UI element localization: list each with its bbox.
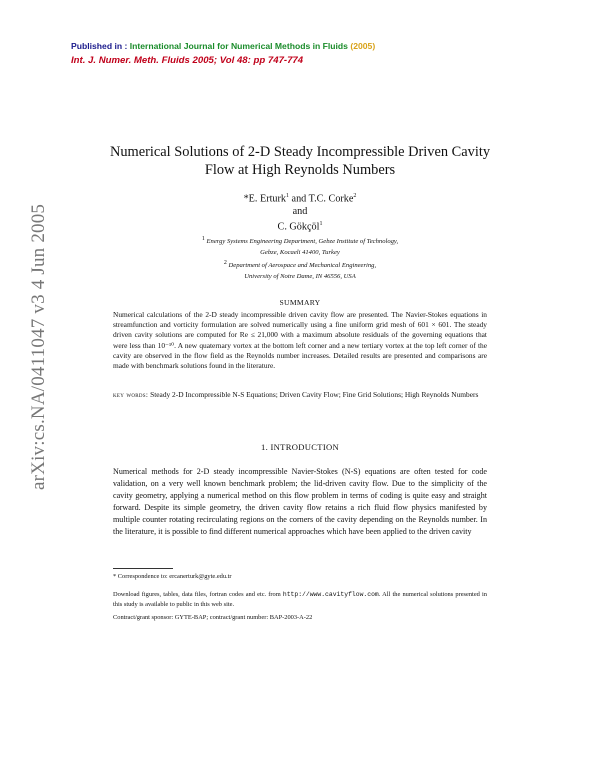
author-block: [100, 190, 500, 234]
footnote-sponsor: Contract/grant sponsor: GYTE-BAP; contract/grant number: BAP-2003-A-22: [113, 614, 313, 621]
author-erturk: *E. Erturk: [243, 193, 286, 205]
footnote-divider: [113, 568, 173, 569]
summary-text: Numerical calculations of the 2-D steady incompressible driven cavity flow are presented. The Navier-Stokes equations in streamfunction and vorticity formulation are solved numerically using a fine uniform grid mesh of 601 × 601. The steady driven cavity solutions are computed for Re ≤ 21,000 with a maximum absolute residuals of the governing equations that were less than 10⁻¹⁰. A new quaternary vortex at the bottom left corner and a new tertiary vortex at the top left corner of the cavity are observed in the flow field as the Reynolds number increases. Detailed results are presented and comparisons are made with benchmark solutions found in the literature.: [113, 310, 487, 371]
affiliation-1-line-1: Energy Systems Engineering Department, Gebze Institute of Technology,: [206, 238, 399, 246]
footnote-download-prefix: Download figures, tables, data files, fortran codes and etc. from: [113, 591, 283, 598]
arxiv-stamp-text: arXiv:cs.NA/0411047 v3 4 Jun 2005: [28, 203, 49, 490]
footnote-correspondence: * Correspondence to: ercanerturk@gyte.edu.tr: [113, 573, 232, 580]
summary-heading: SUMMARY: [279, 298, 321, 307]
affiliation-2-line-1: Department of Aerospace and Mechanical Engineering,: [228, 262, 377, 270]
affiliations: [140, 234, 460, 282]
authors-line-1: [100, 190, 500, 205]
author-erturk-affil: 1: [286, 193, 289, 199]
affiliation-1: [140, 234, 460, 248]
affiliation-1-marker: 1: [201, 236, 205, 242]
footnote-download: [113, 590, 487, 609]
published-in-line: [71, 41, 375, 51]
authors-line-3: [100, 218, 500, 233]
affiliation-2-line-2: University of Notre Dame, IN 46556, USA: [244, 272, 356, 280]
title-line-1: Numerical Solutions of 2-D Steady Incompressible Driven Cavity: [109, 144, 491, 160]
authors-line-2: and: [292, 206, 308, 218]
journal-abbrev: Int. J. Numer. Meth. Fluids: [71, 55, 190, 66]
published-journal-link[interactable]: International Journal for Numerical Methods in Fluids: [129, 41, 348, 51]
published-year: (2005): [350, 41, 376, 51]
keywords: [113, 389, 487, 400]
journal-citation: [71, 55, 303, 66]
affiliation-2: [140, 258, 460, 272]
keywords-label: key words:: [113, 390, 149, 399]
author-corke: and T.C. Corke: [289, 193, 354, 205]
title-line-2: Flow at High Reynolds Numbers: [204, 162, 396, 178]
journal-details: 2005; Vol 48: pp 747-774: [189, 55, 304, 66]
introduction-heading: 1. INTRODUCTION: [260, 442, 340, 452]
affiliation-2-marker: 2: [223, 260, 227, 267]
published-prefix: Published in :: [71, 41, 130, 51]
introduction-text: Numerical methods for 2-D steady incompressible Navier-Stokes (N-S) equations are often tested for code validation, on a very well known benchmark problem; the lid-driven cavity flow. Due to the simplicity of the cavity geometry, applying a numerical method on this flow problem in terms of coding is quite easy and straight forward. Despite its simple geometry, the driven cavity flow retains a rich fluid flow physics manifested by multiple counter rotating recirculating regions on the corners of the cavity depending on the Reynolds number. In the literature, it is possible to find different numerical approaches which have been applied to the driven cavity: [113, 467, 487, 537]
author-gokcol: C. Gökçöl: [277, 221, 320, 233]
footnote-download-suffix: . All the numerical solutions presented in this study is available to public in this web site.: [113, 591, 487, 608]
keywords-list: Steady 2-D Incompressible N-S Equations; Driven Cavity Flow; Fine Grid Solutions; High Reynolds Numbers: [150, 390, 479, 399]
cavityflow-url-link[interactable]: http://www.cavityflow.com: [282, 591, 379, 598]
paper-title: [100, 143, 500, 179]
affiliation-1-line-2: Gebze, Kocaeli 41400, Turkey: [260, 248, 340, 256]
author-corke-affil: 2: [353, 193, 357, 199]
author-gokcol-affil: 1: [319, 221, 323, 228]
